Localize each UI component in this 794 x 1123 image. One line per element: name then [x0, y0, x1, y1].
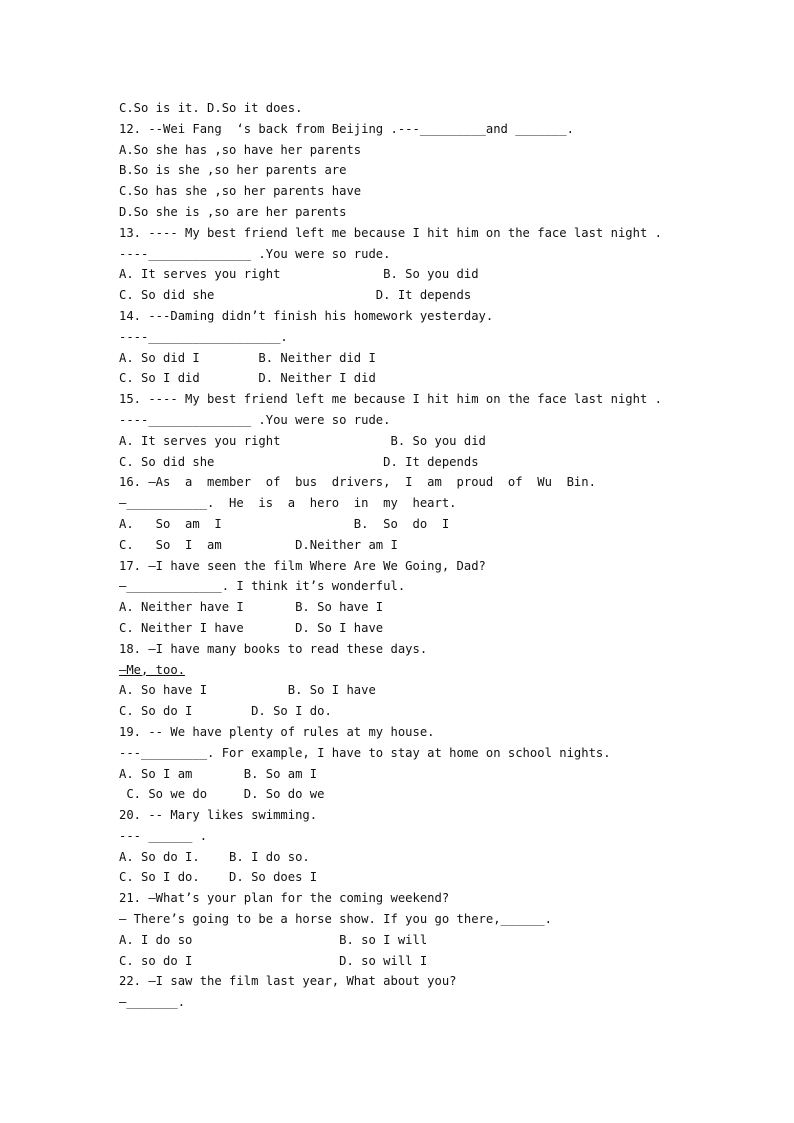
question-12-option-c: C.So has she ,so her parents have	[119, 184, 362, 199]
question-19-prompt: 19. -- We have plenty of rules at my house.	[119, 724, 435, 739]
question-17-options-ab: A. Neither have I B. So have I	[119, 600, 384, 615]
question-21-response: — There’s going to be a horse show. If you go there,______.	[119, 912, 552, 927]
question-15-options-ab: A. It serves you right B. So you did	[119, 433, 486, 448]
question-15-prompt: 15. ---- My best friend left me because I hit him on the face last night .	[119, 392, 662, 407]
question-18-response: —Me, too.	[119, 662, 186, 677]
question-20-prompt: 20. -- Mary likes swimming.	[119, 808, 318, 823]
question-14-response: ----__________________.	[119, 329, 288, 344]
question-18-options-ab: A. So have I B. So I have	[119, 683, 376, 698]
question-text-body	[119, 98, 679, 1013]
text-line: C.So is it. D.So it does.	[119, 101, 303, 115]
question-20-response: --- ______ .	[119, 828, 208, 843]
question-15-options-cd: C. So did she D. It depends	[119, 454, 479, 469]
question-18-prompt: 18. —I have many books to read these days.	[119, 641, 428, 656]
question-18-options-cd: C. So do I D. So I do.	[119, 704, 332, 719]
question-17-options-cd: C. Neither I have D. So I have	[119, 620, 384, 635]
question-12-option-a: A.So she has ,so have her parents	[119, 142, 362, 157]
question-13-response: ----______________ .You were so rude.	[119, 246, 391, 261]
question-12-option-b: B.So is she ,so her parents are	[119, 163, 347, 178]
question-20-options-ab: A. So do I. B. I do so.	[119, 849, 310, 864]
question-19-options-cd: C. So we do D. So do we	[119, 787, 325, 802]
question-13-options-cd: C. So did she D. It depends	[119, 288, 472, 303]
question-19-response: ---_________. For example, I have to stay at home on school nights.	[119, 745, 611, 760]
question-22-prompt: 22. —I saw the film last year, What about you?	[119, 974, 457, 989]
question-14-options-ab: A. So did I B. Neither did I	[119, 350, 376, 365]
question-17-prompt: 17. —I have seen the film Where Are We Going, Dad?	[119, 558, 486, 573]
question-12-option-d: D.So she is ,so are her parents	[119, 204, 347, 219]
question-16-prompt: 16. —As a member of bus drivers, I am proud of Wu Bin.	[119, 475, 596, 490]
question-14-prompt: 14. ---Daming didn’t finish his homework yesterday.	[119, 308, 494, 323]
question-16-options-cd: C. So I am D.Neither am I	[119, 537, 398, 552]
question-17-response: —_____________. I think it’s wonderful.	[119, 579, 406, 594]
question-22-response: —_______.	[119, 995, 186, 1010]
question-16-options-ab: A. So am I B. So do I	[119, 516, 450, 531]
question-13-prompt: 13. ---- My best friend left me because I hit him on the face last night .	[119, 225, 662, 240]
question-21-prompt: 21. —What’s your plan for the coming weekend?	[119, 891, 450, 906]
question-14-options-cd: C. So I did D. Neither I did	[119, 371, 376, 386]
question-12-prompt: 12. --Wei Fang ‘s back from Beijing .---_________and _______.	[119, 121, 574, 136]
question-19-options-ab: A. So I am B. So am I	[119, 766, 318, 781]
question-15-response: ----______________ .You were so rude.	[119, 412, 391, 427]
question-21-options-cd: C. so do I D. so will I	[119, 953, 428, 968]
question-21-options-ab: A. I do so B. so I will	[119, 932, 428, 947]
question-16-response: —___________. He is a hero in my heart.	[119, 496, 457, 511]
question-20-options-cd: C. So I do. D. So does I	[119, 870, 318, 885]
question-13-options-ab: A. It serves you right B. So you did	[119, 267, 479, 282]
